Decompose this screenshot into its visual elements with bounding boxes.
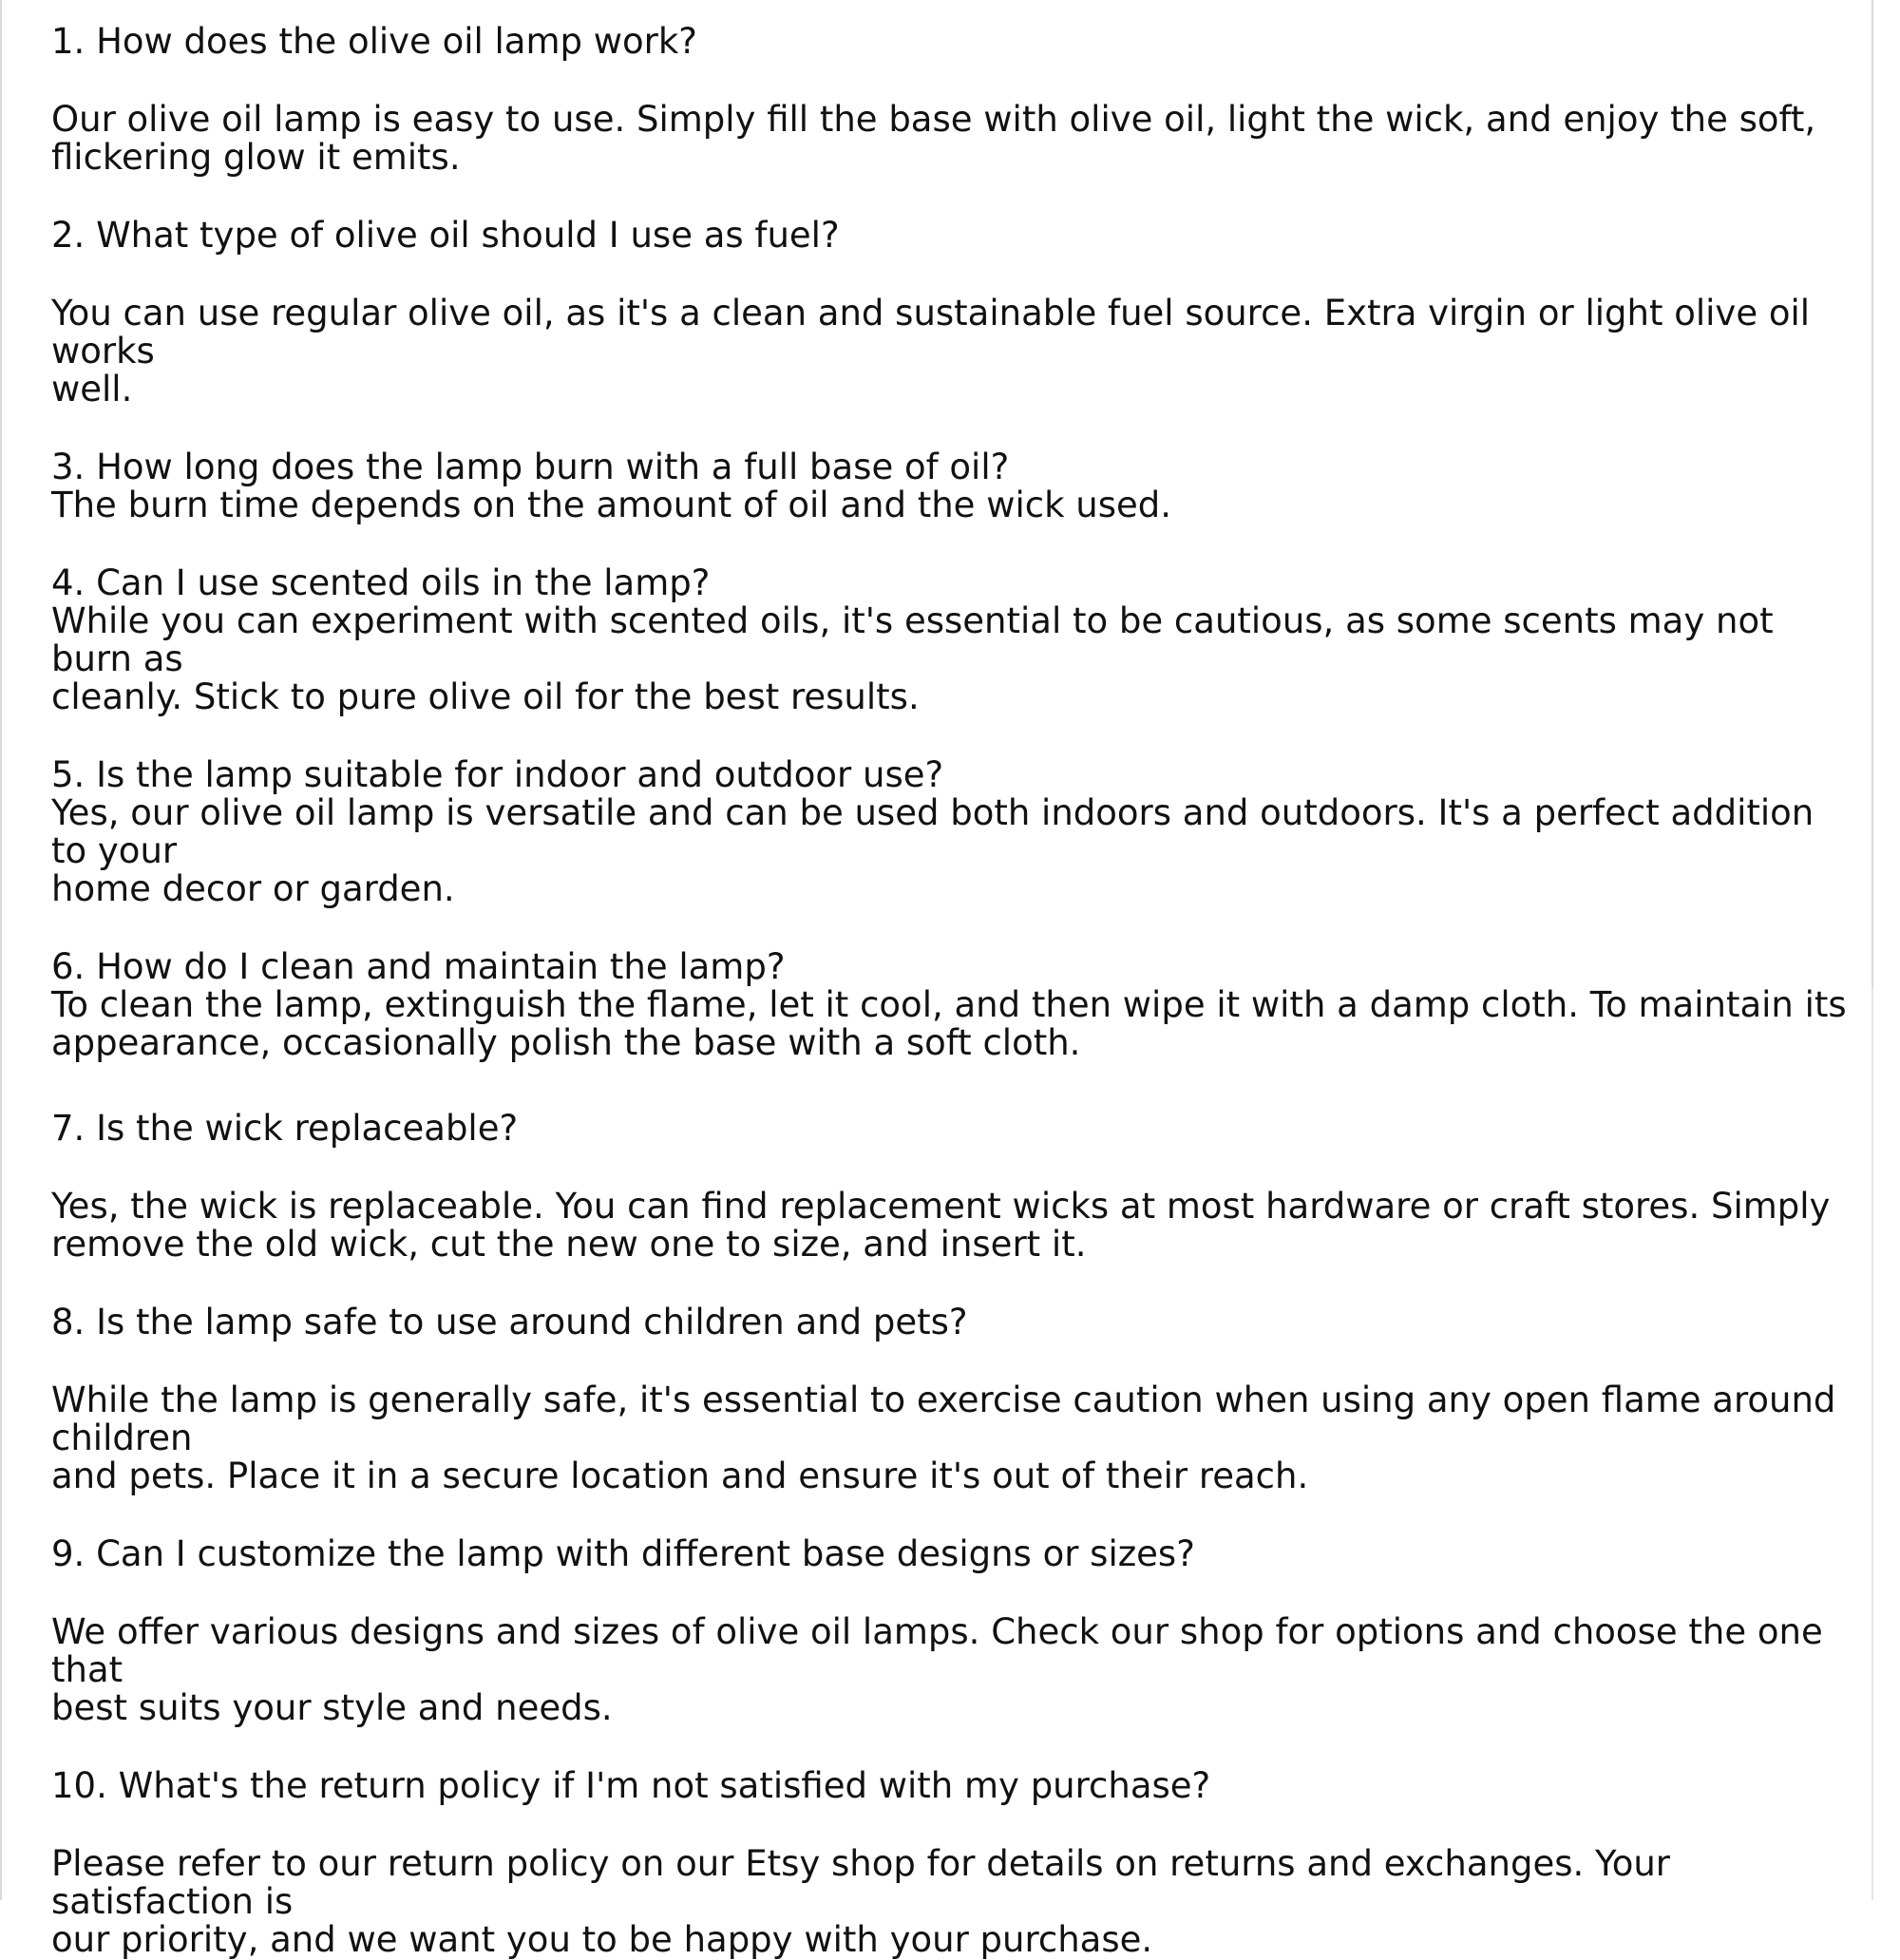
faq-answer: You can use regular olive oil, as it's a clean and sustainable fuel source. Extra virgin or light olive oil works well. bbox=[51, 293, 1811, 409]
faq-answer: Yes, the wick is replaceable. You can find replacement wicks at most hardware or craft stores. Simply remove the old wick, cut the new one to size, and insert it. bbox=[51, 1186, 1831, 1265]
faq-question: 10. What's the return policy if I'm not satisfied with my purchase? bbox=[51, 1765, 1211, 1806]
faq-answer: To clean the lamp, extinguish the flame, let it cool, and then wipe it with a damp cloth. To maintain its appearance, occasionally polish the base with a soft cloth. bbox=[51, 984, 1847, 1063]
faq-item-8 bbox=[51, 1303, 1856, 1495]
faq-item-10 bbox=[51, 1767, 1856, 1959]
faq-question: 7. Is the wick replaceable? bbox=[51, 1108, 519, 1149]
faq-item-6 bbox=[51, 948, 1856, 1062]
faq-question: 6. How do I clean and maintain the lamp? bbox=[51, 946, 786, 987]
page-border-right bbox=[1872, 0, 1873, 988]
faq-item-9 bbox=[51, 1535, 1856, 1727]
faq-answer: The burn time depends on the amount of oil and the wick used. bbox=[51, 485, 1172, 525]
faq-answer: While the lamp is generally safe, it's essential to exercise caution when using any open flame around children and pets. Place it in a secure location and ensure it's out of their reach. bbox=[51, 1380, 1836, 1496]
faq-item-1 bbox=[51, 23, 1856, 177]
faq-question: 2. What type of olive oil should I use as fuel? bbox=[51, 215, 840, 256]
faq-answer: Yes, our olive oil lamp is versatile and can be used both indoors and outdoors. It's a perfect addition to your home decor or garden. bbox=[51, 792, 1814, 909]
faq-item-2 bbox=[51, 217, 1856, 409]
faq-answer: While you can experiment with scented oils, it's essential to be cautious, as some scents may not burn as cleanly. Stick to pure olive oil for the best results. bbox=[51, 600, 1774, 717]
page-border-left bbox=[0, 0, 2, 1900]
page-border-right-lower bbox=[1872, 988, 1873, 1900]
faq-document bbox=[51, 23, 1856, 1959]
faq-answer: We offer various designs and sizes of olive oil lamps. Check our shop for options and choose the one that best suits your style and needs. bbox=[51, 1611, 1823, 1728]
faq-question: 5. Is the lamp suitable for indoor and outdoor use? bbox=[51, 754, 944, 795]
faq-question: 1. How does the olive oil lamp work? bbox=[51, 21, 697, 62]
faq-item-7 bbox=[51, 1110, 1856, 1264]
faq-question: 4. Can I use scented oils in the lamp? bbox=[51, 562, 711, 603]
faq-answer: Our olive oil lamp is easy to use. Simply fill the base with olive oil, light the wick, and enjoy the soft, flickering glow it emits. bbox=[51, 99, 1816, 178]
faq-item-5 bbox=[51, 756, 1856, 908]
faq-item-3 bbox=[51, 448, 1856, 524]
faq-question: 9. Can I customize the lamp with different base designs or sizes? bbox=[51, 1533, 1195, 1574]
faq-question: 3. How long does the lamp burn with a full base of oil? bbox=[51, 447, 1010, 487]
faq-item-4 bbox=[51, 564, 1856, 716]
faq-answer: Please refer to our return policy on our Etsy shop for details on returns and exchanges. Your satisfaction is our priority, and we want you to be happy with your purchase. bbox=[51, 1843, 1671, 1960]
faq-question: 8. Is the lamp safe to use around children and pets? bbox=[51, 1302, 968, 1342]
